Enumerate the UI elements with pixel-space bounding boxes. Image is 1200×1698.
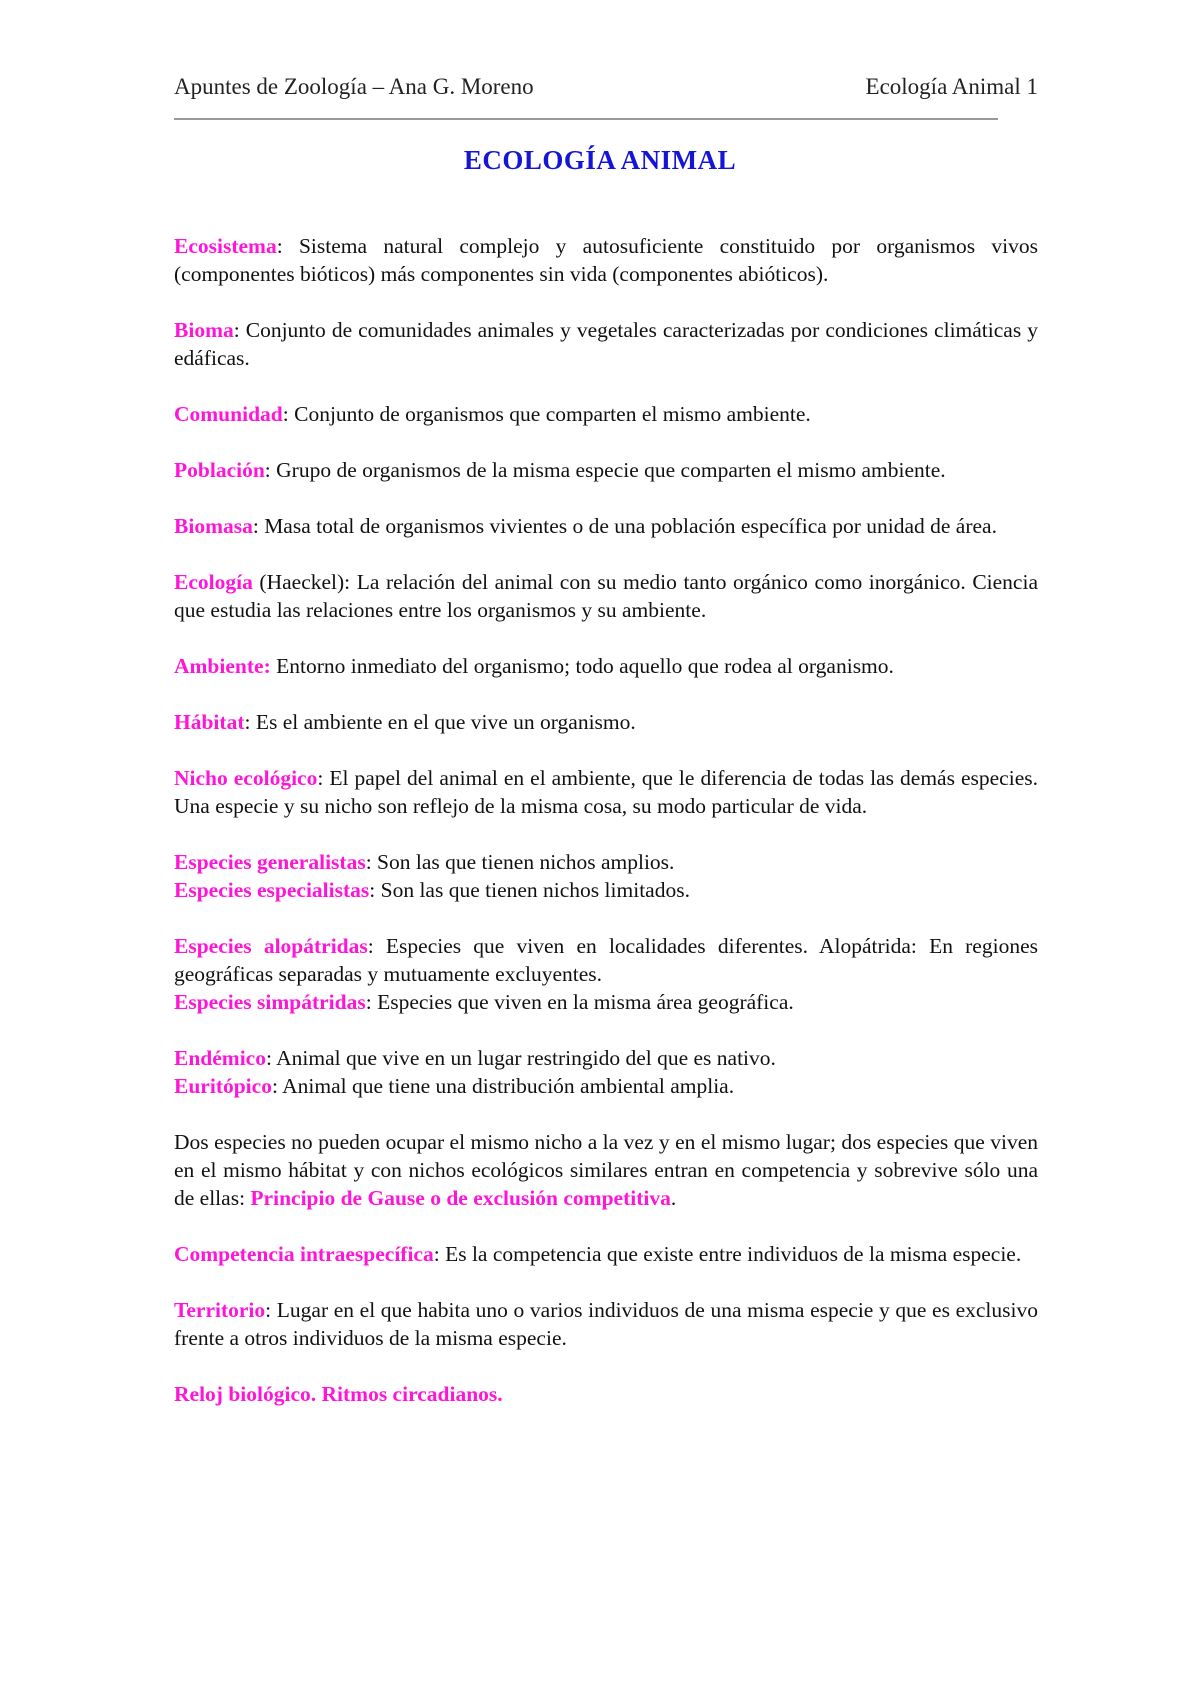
definition-text: : Son las que tienen nichos amplios.	[365, 850, 675, 874]
definition-habitat	[174, 708, 1038, 736]
definition-especies-especialistas	[174, 876, 1038, 904]
definition-term: Nicho ecológico	[174, 766, 318, 790]
header-page-label: Ecología Animal 1	[865, 74, 1038, 99]
definition-term: Competencia intraespecífica	[174, 1242, 434, 1266]
gause-text: Dos especies no pueden ocupar el mismo nicho a la vez y en el mismo lugar; dos especies que viven en el mismo hábitat y con nichos ecológicos similares entran en competencia y sobrevive sólo una de ellas:	[174, 1130, 1038, 1210]
document-body	[174, 232, 1038, 1408]
definition-territorio	[174, 1296, 1038, 1352]
definition-comunidad	[174, 400, 1038, 428]
page-header	[174, 74, 1038, 104]
definition-nicho-ecologico	[174, 764, 1038, 820]
definition-text: : Sistema natural complejo y autosuficiente constituido por organismos vivos (componentes bióticos) más componentes sin vida (componentes abióticos).	[174, 234, 1038, 286]
definition-text: : Son las que tienen nichos limitados.	[369, 878, 690, 902]
definition-term: Euritópico	[174, 1074, 272, 1098]
definition-euritopico	[174, 1072, 1038, 1100]
definition-text: Entorno inmediato del organismo; todo aquello que rodea al organismo.	[270, 654, 894, 678]
definition-especies-alopatridas	[174, 932, 1038, 988]
definition-term: Endémico	[174, 1046, 266, 1070]
page-title: ECOLOGÍA ANIMAL	[463, 145, 737, 175]
definition-term: Bioma	[174, 318, 234, 342]
definition-biomasa	[174, 512, 1038, 540]
definition-text: : Lugar en el que habita uno o varios individuos de una misma especie y que es exclusivo frente a otros individuos de la misma especie.	[174, 1298, 1038, 1350]
definition-term: Ecología	[174, 570, 253, 594]
definition-text: : Conjunto de comunidades animales y vegetales caracterizadas por condiciones climáticas y edáficas.	[174, 318, 1038, 370]
definition-term: Hábitat	[174, 710, 245, 734]
definition-ambiente	[174, 652, 1038, 680]
definition-text: : Masa total de organismos vivientes o de una población específica por unidad de área.	[252, 514, 997, 538]
definition-term: Ambiente:	[174, 654, 271, 678]
definition-especies-generalistas	[174, 848, 1038, 876]
definition-text: : El papel del animal en el ambiente, que le diferencia de todas las demás especies. Una especie y su nicho son reflejo de la misma cosa, su modo particular de vida.	[174, 766, 1038, 818]
definition-term: Ecosistema	[174, 234, 277, 258]
definition-text: : Especies que viven en la misma área geográfica.	[365, 990, 794, 1014]
definition-term: Especies simpátridas	[174, 990, 366, 1014]
definition-text: : Es el ambiente en el que vive un organismo.	[244, 710, 636, 734]
gause-principle-paragraph	[174, 1128, 1038, 1212]
definition-ecosistema	[174, 232, 1038, 288]
definition-endemico	[174, 1044, 1038, 1072]
definition-text: : Animal que tiene una distribución ambiental amplia.	[271, 1074, 735, 1098]
definition-text: : Grupo de organismos de la misma especie que comparten el mismo ambiente.	[264, 458, 946, 482]
definition-term: Territorio	[174, 1298, 266, 1322]
definition-term: Especies alopátridas	[174, 934, 368, 958]
definition-text: : Animal que vive en un lugar restringido del que es nativo.	[265, 1046, 776, 1070]
definition-text: : Es la competencia que existe entre individuos de la misma especie.	[433, 1242, 1022, 1266]
gause-end: .	[670, 1186, 677, 1210]
definition-poblacion	[174, 456, 1038, 484]
definition-text: : Especies que viven en localidades diferentes. Alopátrida: En regiones geográficas separadas y mutuamente excluyentes.	[174, 934, 1038, 986]
definition-bioma	[174, 316, 1038, 372]
definition-term: Comunidad	[174, 402, 283, 426]
definition-competencia-intraespecifica	[174, 1240, 1038, 1268]
definition-text: (Haeckel): La relación del animal con su medio tanto orgánico como inorgánico. Ciencia que estudia las relaciones entre los organismos y su ambiente.	[174, 570, 1038, 622]
definition-term: Especies generalistas	[174, 850, 366, 874]
definition-ecologia	[174, 568, 1038, 624]
header-divider	[174, 118, 998, 120]
closing-term: Reloj biológico. Ritmos circadianos.	[174, 1382, 503, 1406]
definition-text: : Conjunto de organismos que comparten el mismo ambiente.	[282, 402, 811, 426]
definition-term: Población	[174, 458, 265, 482]
definition-term: Especies especialistas	[174, 878, 370, 902]
header-author: Apuntes de Zoología – Ana G. Moreno	[174, 74, 534, 99]
section-heading-reloj-biologico	[174, 1380, 1038, 1408]
definition-term: Biomasa	[174, 514, 253, 538]
definition-especies-simpatridas	[174, 988, 1038, 1016]
gause-term: Principio de Gause o de exclusión competitiva	[250, 1186, 671, 1210]
